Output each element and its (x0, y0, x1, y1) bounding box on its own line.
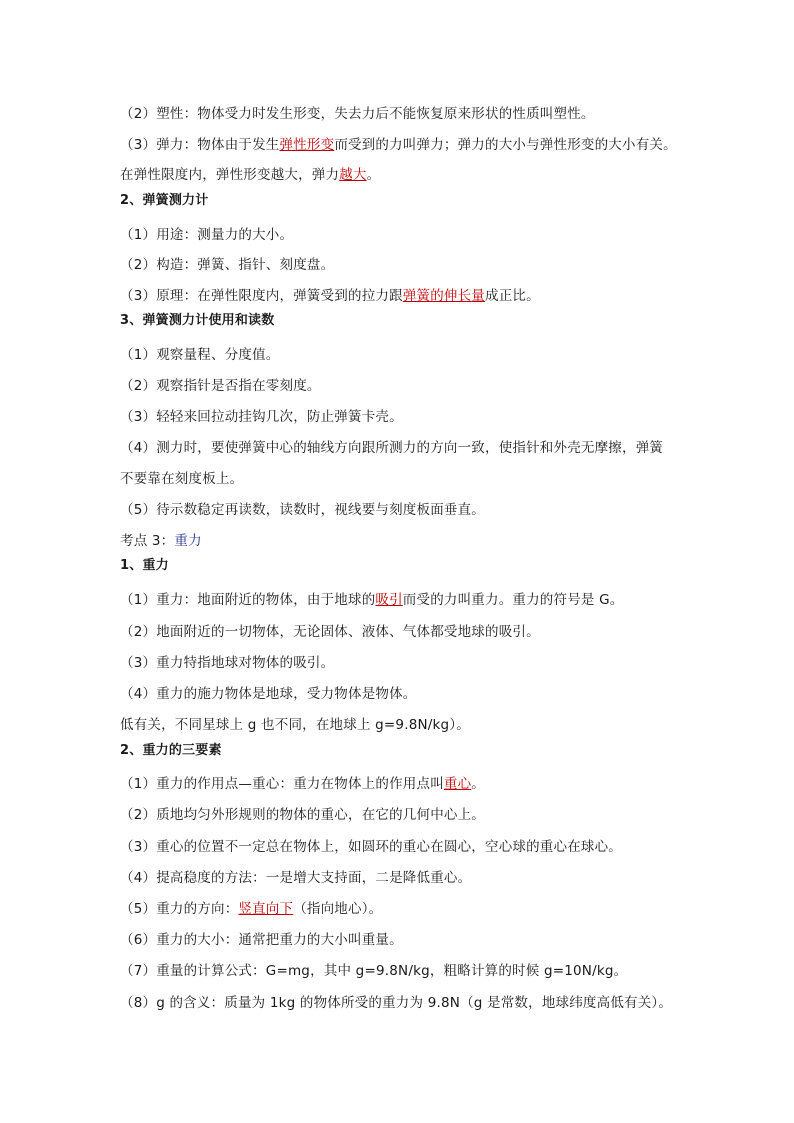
text-line: （2）质地均匀外形规则的物体的重心，在它的几何中心上。 (120, 807, 485, 823)
keyword-highlight: 弹性形变 (279, 137, 335, 153)
text-line: （1）重力的作用点—重心：重力在物体上的作用点叫重心。 (120, 776, 485, 792)
text-line: （7）重量的计算公式：G=mg，其中 g=9.8N/kg，粗略计算的时候 g=10N/kg。 (120, 963, 628, 979)
text-line: 低有关，不同星球上 g 也不同，在地球上 g=9.8N/kg）。 (120, 717, 470, 733)
text-line: （3）轻轻来回拉动挂钩几次，防止弹簧卡壳。 (120, 409, 403, 425)
text-line: （1）重力：地面附近的物体，由于地球的吸引而受的力叫重力。重力的符号是 G。 (120, 592, 624, 608)
section-heading: 2、重力的三要素 (120, 743, 222, 758)
keyword-highlight: 弹簧的伸长量 (402, 288, 485, 304)
text-line: （3）原理：在弹性限度内，弹簧受到的拉力跟弹簧的伸长量成正比。 (120, 288, 540, 304)
keyword-highlight: 越大 (339, 167, 367, 183)
keyword-highlight: 竖直向下 (238, 901, 294, 917)
text-line: 在弹性限度内，弹性形变越大，弹力越大。 (120, 167, 381, 183)
text-line: （1）用途：测量力的大小。 (120, 227, 294, 243)
text-line: （2）塑性：物体受力时发生形变，失去力后不能恢复原来形状的性质叫塑性。 (120, 106, 595, 122)
text-line: 不要靠在刻度板上。 (120, 471, 244, 487)
text-line: （4）测力时，要使弹簧中心的轴线方向跟所测力的方向一致，使指针和外壳无摩擦，弹簧 (120, 440, 664, 456)
text-line: （3）重力特指地球对物体的吸引。 (120, 655, 335, 671)
topic-heading: 考点 3：重力 (120, 533, 202, 549)
section-heading: 2、弹簧测力计 (120, 193, 209, 208)
text-line: （4）重力的施力物体是地球，受力物体是物体。 (120, 686, 417, 702)
section-heading: 3、弹簧测力计使用和读数 (120, 313, 275, 328)
text-line: （4）提高稳度的方法：一是增大支持面，二是降低重心。 (120, 870, 472, 886)
text-line: （3）弹力：物体由于发生弹性形变而受到的力叫弹力；弹力的大小与弹性形变的大小有关。 (120, 137, 677, 153)
text-line: （6）重力的大小：通常把重力的大小叫重量。 (120, 932, 403, 948)
text-line: （3）重心的位置不一定总在物体上，如圆环的重心在圆心，空心球的重心在球心。 (120, 839, 622, 855)
topic-title: 重力 (174, 533, 202, 549)
keyword-highlight: 重心 (443, 776, 472, 792)
text-line: （8）g 的含义：质量为 1kg 的物体所受的重力为 9.8N（g 是常数，地球纬度高低有关）。 (120, 995, 673, 1011)
text-line: （2）构造：弹簧、指针、刻度盘。 (120, 257, 335, 273)
section-heading: 1、重力 (120, 558, 169, 573)
text-line: （2）地面附近的一切物体，无论固体、液体、气体都受地球的吸引。 (120, 624, 540, 640)
text-line: （5）待示数稳定再读数，读数时，视线要与刻度板面垂直。 (120, 502, 485, 518)
text-line: （1）观察量程、分度值。 (120, 347, 280, 363)
text-line: （5）重力的方向：竖直向下（指向地心）。 (120, 901, 383, 917)
keyword-highlight: 吸引 (375, 592, 403, 608)
text-line: （2）观察指针是否指在零刻度。 (120, 378, 321, 394)
